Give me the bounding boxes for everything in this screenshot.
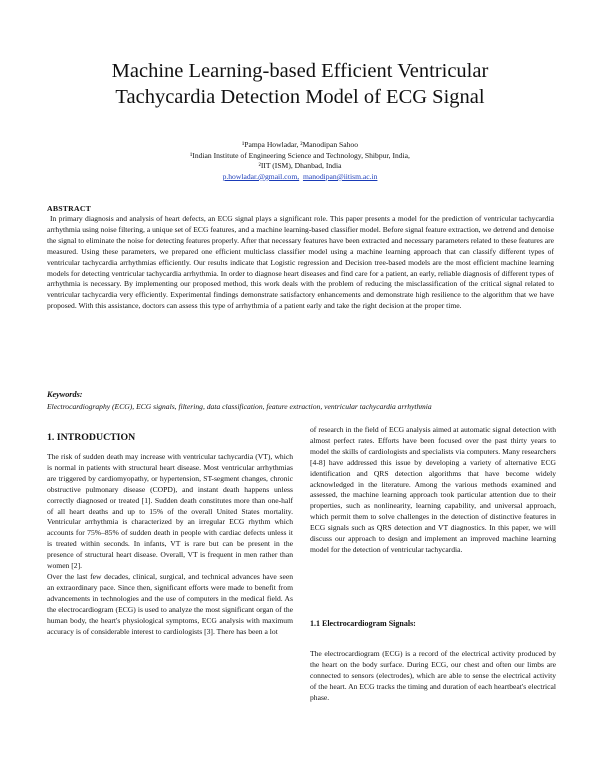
section-heading-introduction: 1. INTRODUCTION bbox=[47, 432, 136, 443]
title-line-1: Machine Learning-based Efficient Ventricular bbox=[111, 60, 489, 82]
author-names: ¹Pampa Howladar, ²Manodipan Sahoo bbox=[241, 140, 359, 149]
abstract-heading: ABSTRACT bbox=[47, 204, 92, 213]
title-line-2: Tachycardia Detection Model of ECG Signal bbox=[115, 86, 485, 108]
keywords-heading: Keywords: bbox=[47, 390, 83, 399]
affiliation-2: ²IIT (ISM), Dhanbad, India bbox=[258, 161, 342, 171]
paper-title bbox=[40, 58, 560, 110]
subsection-heading-ecg-signals: 1.1 Electrocardiogram Signals: bbox=[310, 619, 416, 628]
author-block bbox=[60, 140, 540, 182]
right-column-lower bbox=[310, 649, 556, 704]
intro-paragraph-1: The risk of sudden death may increase with ventricular tachycardia (VT), which is normal in patients with structural heart disease. Most ventricular arrhythmias are triggered by cardiomyopathy, or hypertension, ST-segment changes, chronic obstructive pulmonary disease (COPD), and instant death happens unless correctly diagnosed or treated [1]. Sudden death constitutes more than one-half of all heart deaths and up to 15% of the overall United States mortality. Ventricular arrhythmia is characterized by an irregular ECG rhythm which accounts for 75%–85% of sudden death in people with cardiac defects unless it is treated within seconds. In infants, VT is rare but can be present in the presence of structural heart disease. Overall, VT is frequent in men rather than women [2]. bbox=[47, 452, 293, 571]
abstract-text: In primary diagnosis and analysis of heart defects, an ECG signal plays a significant role. This paper presents a model for the prediction of ventricular tachycardia arrhythmia using noise filtering, a unique set of ECG features, and a machine learning-based classifier model. Before signal feature extraction, we detrend and denoise the signal to eliminate the noise for detecting features properly. After that necessary features have been extracted and necessary parameters related to these features are measured. Using these parameters, we prepared one efficient multiclass classifier model using a machine learning approach that can classify different types of ventricular tachycardia arrhythmias efficiently. Our results indicate that Logistic regression and Decision tree-based models are the most efficient machine learning models for detecting ventricular tachycardia arrhythmia. In order to diagnose heart diseases and find care for a patient, an early, reliable diagnosis of different types of arrhythmia is necessary. By implementing our proposed method, this work deals with the problem of reducing the misclassification of the critical signal related to ventricular tachycardia very efficiently. Experimental findings demonstrate satisfactory enhancements and demonstrate high resilience to the algorithm that we have proposed. With this assistance, doctors can assess this type of arrhythmia of a patient early and take the right decision at the proper time. bbox=[47, 214, 554, 311]
keywords-text: Electrocardiography (ECG), ECG signals, filtering, data classification, feature extraction, ventricular tachycardia arrhythmia bbox=[47, 402, 432, 411]
intro-paragraph-3: of research in the field of ECG analysis aimed at automatic signal detection with almost perfect rates. Efforts have been focused over the past thirty years to model the skills of cardiologists and specialists via computers. Many researchers [4-8] have addressed this issue by developing a variety of alternative ECG identification and QRS detection algorithms that have become widely acknowledged in the literature. Among the various methods examined and assessed, the machine learning approach took particular attention due to their properties, such as nonlinearity, learning capability, and universal approach, which permit them to solve challenges in the detection of distinctive features in ECG signals such as QRS detection and VT diagnostics. In this paper, we will discuss our approach to design and implement an improved machine learning model for the detection of ventricular tachycardia. bbox=[310, 425, 556, 554]
intro-paragraph-2: Over the last few decades, clinical, surgical, and technical advances have seen an extraordinary pace. Since then, significant efforts were made to benefit from advancements in technologies and the use of computers in the medical field. As the electrocardiogram (ECG) is used to analyze the most significant organ of the human body, the heart's physiological symptoms, ECG analysis with maximum accuracy is of considerable interest to cardiologists [3]. There has been a lot bbox=[47, 571, 293, 636]
email-link-1[interactable]: p.howladar.@gmail.com, bbox=[222, 171, 300, 181]
email-link-2[interactable]: manodipan@iitism.ac.in bbox=[302, 171, 378, 181]
right-column bbox=[310, 425, 556, 556]
affiliation-1: ¹Indian Institute of Engineering Science and Technology, Shibpur, India, bbox=[190, 150, 410, 160]
left-column bbox=[47, 452, 293, 637]
author-emails bbox=[60, 172, 540, 183]
ecg-paragraph: The electrocardiogram (ECG) is a record of the electrical activity produced by the heart on the body surface. During ECG, our chest and often our limbs are connected to sensors (electrodes), which are able to sense the electrical activity of the heart. An ECG tracks the timing and duration of each heartbeat's electrical phase. bbox=[310, 649, 556, 702]
